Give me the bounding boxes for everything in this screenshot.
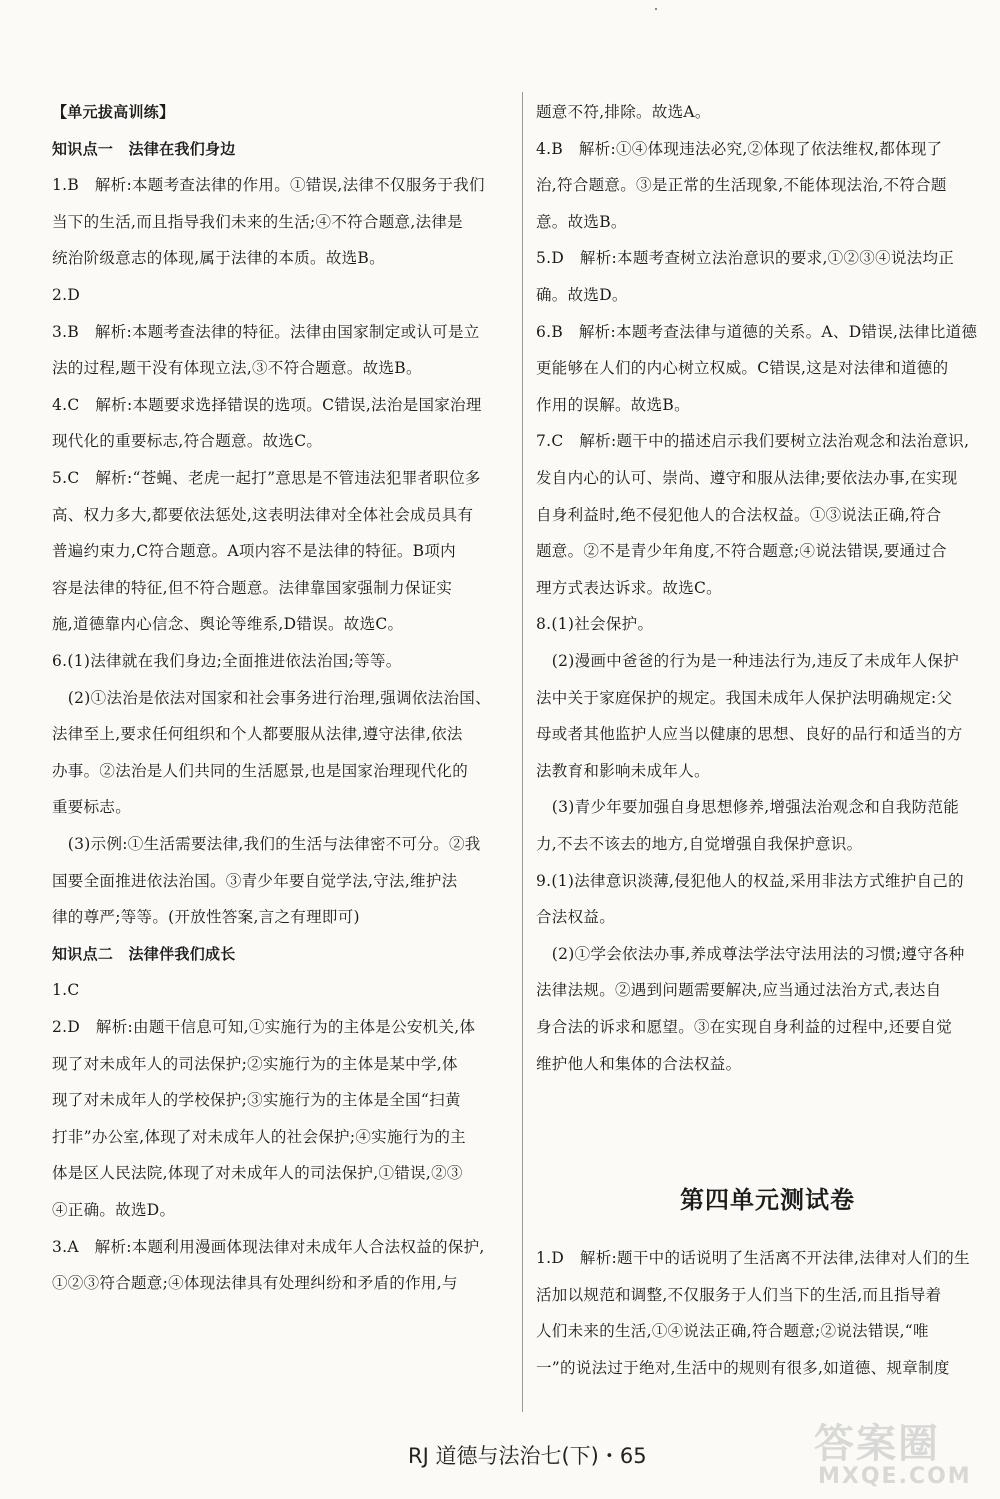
text-line: (3)示例:①生活需要法律,我们的生活与法律密不可分。②我: [52, 835, 481, 853]
text-line: 发自内心的认可、崇尚、遵守和服从法律;要依法办事,在实现: [536, 469, 958, 487]
text-line: 3.A 解析:本题利用漫画体现法律对未成年人合法权益的保护,: [52, 1237, 485, 1256]
text-line: 理方式表达诉求。故选C。: [536, 578, 722, 597]
text-line: 力,不去不该去的地方,自觉增强自我保护意识。: [536, 835, 863, 853]
text-line: 活加以规范和调整,不仅服务于人们当下的生活,而且指导着: [536, 1285, 942, 1304]
text-line: 2.D 解析:由题干信息可知,①实施行为的主体是公安机关,体: [52, 1018, 476, 1036]
unit-test-title: 第四单元测试卷: [680, 1186, 855, 1214]
text-line: 法律法规。②遇到问题需要解决,应当通过法治方式,表达自: [536, 981, 942, 1000]
text-line: 7.C 解析:题干中的描述启示我们要树立法治观念和法治意识,: [536, 432, 970, 451]
section-heading: 知识点二 法律伴我们成长: [52, 944, 236, 963]
column-divider: [522, 92, 523, 1412]
text-line: 确。故选D。: [536, 286, 628, 304]
text-line: ①②③符合题意;④体现法律具有处理纠纷和矛盾的作用,与: [52, 1274, 458, 1293]
text-line: 高、权力多大,都要依法惩处,这表明法律对全体社会成员具有: [52, 505, 474, 524]
text-line: 一”的说法过于绝对,生活中的规则有很多,如道德、规章制度: [536, 1358, 950, 1377]
watermark-url: MXQE.COM: [818, 1464, 972, 1489]
text-line: 现代化的重要标志,符合题意。故选C。: [52, 432, 323, 451]
text-line: 作用的误解。故选B。: [536, 395, 690, 414]
section-heading: 知识点一 法律在我们身边: [52, 139, 236, 158]
text-line: (2)①学会依法办事,养成尊法学法守法用法的习惯;遵守各种: [536, 944, 965, 963]
text-line: 法律至上,要求任何组织和个人都要服从法律,遵守法律,依法: [52, 725, 463, 744]
text-line: 人们未来的生活,①④说法正确,符合题意;②说法错误,“唯: [536, 1322, 929, 1341]
text-line: 施,道德靠内心信念、舆论等维系,D错误。故选C。: [52, 615, 404, 634]
watermark-text: 答案圈: [814, 1421, 940, 1467]
text-line: 国要全面推进依法治国。③青少年要自觉学法,守法,维护法: [52, 871, 458, 890]
text-line: 普遍约束力,C符合题意。A项内容不是法律的特征。B项内: [52, 542, 456, 561]
text-line: 法的过程,题干没有体现立法,③不符合题意。故选B。: [52, 359, 422, 378]
text-line: 1.D 解析:题干中的话说明了生活离不开法律,法律对人们的生: [536, 1249, 970, 1267]
text-line: 8.(1)社会保护。: [536, 615, 654, 634]
watermark-logo: [806, 1408, 996, 1496]
text-line: 当下的生活,而且指导我们未来的生活;④不符合题意,法律是: [52, 212, 463, 231]
text-line: 容是法律的特征,但不符合题意。法律靠国家强制力保证实: [52, 578, 453, 597]
text-line: 母或者其他监护人应当以健康的思想、良好的品行和适当的方: [536, 725, 963, 744]
text-line: 重要标志。: [52, 798, 132, 817]
text-line: 题意不符,排除。故选A。: [536, 103, 711, 121]
text-line: 5.C 解析:“苍蝇、老虎一起打”意思是不管违法犯罪者职位多: [52, 469, 481, 487]
text-line: 统治阶级意志的体现,属于法律的本质。故选B。: [52, 249, 385, 268]
text-line: 5.D 解析:本题考查树立法治意识的要求,①②③④说法均正: [536, 249, 955, 268]
text-line: 维护他人和集体的合法权益。: [536, 1054, 742, 1073]
text-line: 9.(1)法律意识淡薄,侵犯他人的权益,采用非法方式维护自己的: [536, 871, 964, 890]
text-line: 自身利益时,绝不侵犯他人的合法权益。①③说法正确,符合: [536, 505, 942, 524]
text-line: 6.B 解析:本题考查法律与道德的关系。A、D错误,法律比道德: [536, 322, 978, 341]
page-footer: RJ 道德与法治七(下)・65: [408, 1444, 647, 1468]
text-line: 2.D: [52, 286, 81, 304]
text-line: ④正确。故选D。: [52, 1201, 176, 1219]
text-line: 意。故选B。: [536, 212, 627, 231]
text-line: (3)青少年要加强自身思想修养,增强法治观念和自我防范能: [536, 798, 960, 817]
text-line: 6.(1)法律就在我们身边;全面推进依法治国;等等。: [52, 652, 402, 670]
text-line: 3.B 解析:本题考查法律的特征。法律由国家制定或认可是立: [52, 322, 480, 341]
text-line: 体是区人民法院,体现了对未成年人的司法保护,①错误,②③: [52, 1164, 463, 1183]
text-line: 现了对未成年人的学校保护;③实施行为的主体是全国“扫黄: [52, 1091, 461, 1110]
text-line: 合法权益。: [536, 908, 616, 927]
text-line: 题意。②不是青少年角度,不符合题意;④说法错误,要通过合: [536, 542, 947, 561]
text-line: 1.C: [52, 981, 80, 1000]
text-line: 现了对未成年人的司法保护;②实施行为的主体是某中学,体: [52, 1054, 458, 1073]
text-line: 1.B 解析:本题考查法律的作用。①错误,法律不仅服务于我们: [52, 176, 485, 195]
text-line: 打非”办公室,体现了对未成年人的社会保护;④实施行为的主: [52, 1127, 466, 1146]
text-line: (2)漫画中爸爸的行为是一种违法行为,违反了未成年人保护: [536, 652, 960, 670]
text-line: 法中关于家庭保护的规定。我国未成年人保护法明确规定:父: [536, 688, 953, 707]
scan-speck: [655, 8, 657, 10]
text-line: 律的尊严;等等。(开放性答案,言之有理即可): [52, 908, 360, 927]
text-line: 更能够在人们的内心树立权威。C错误,这是对法律和道德的: [536, 359, 949, 378]
text-line: 4.B 解析:①④体现违法必究,②体现了依法维权,都体现了: [536, 139, 943, 158]
text-line: 4.C 解析:本题要求选择错误的选项。C错误,法治是国家治理: [52, 395, 482, 414]
section-heading: 【单元拔高训练】: [52, 103, 175, 121]
text-line: 身合法的诉求和愿望。③在实现自身利益的过程中,还要自觉: [536, 1018, 953, 1036]
text-line: 治,符合题意。③是正常的生活现象,不能体现法治,不符合题: [536, 176, 947, 195]
text-line: (2)①法治是依法对国家和社会事务进行治理,强调依法治国、: [52, 688, 491, 707]
text-line: 办事。②法治是人们共同的生活愿景,也是国家治理现代化的: [52, 761, 469, 780]
text-line: 法教育和影响未成年人。: [536, 761, 710, 780]
